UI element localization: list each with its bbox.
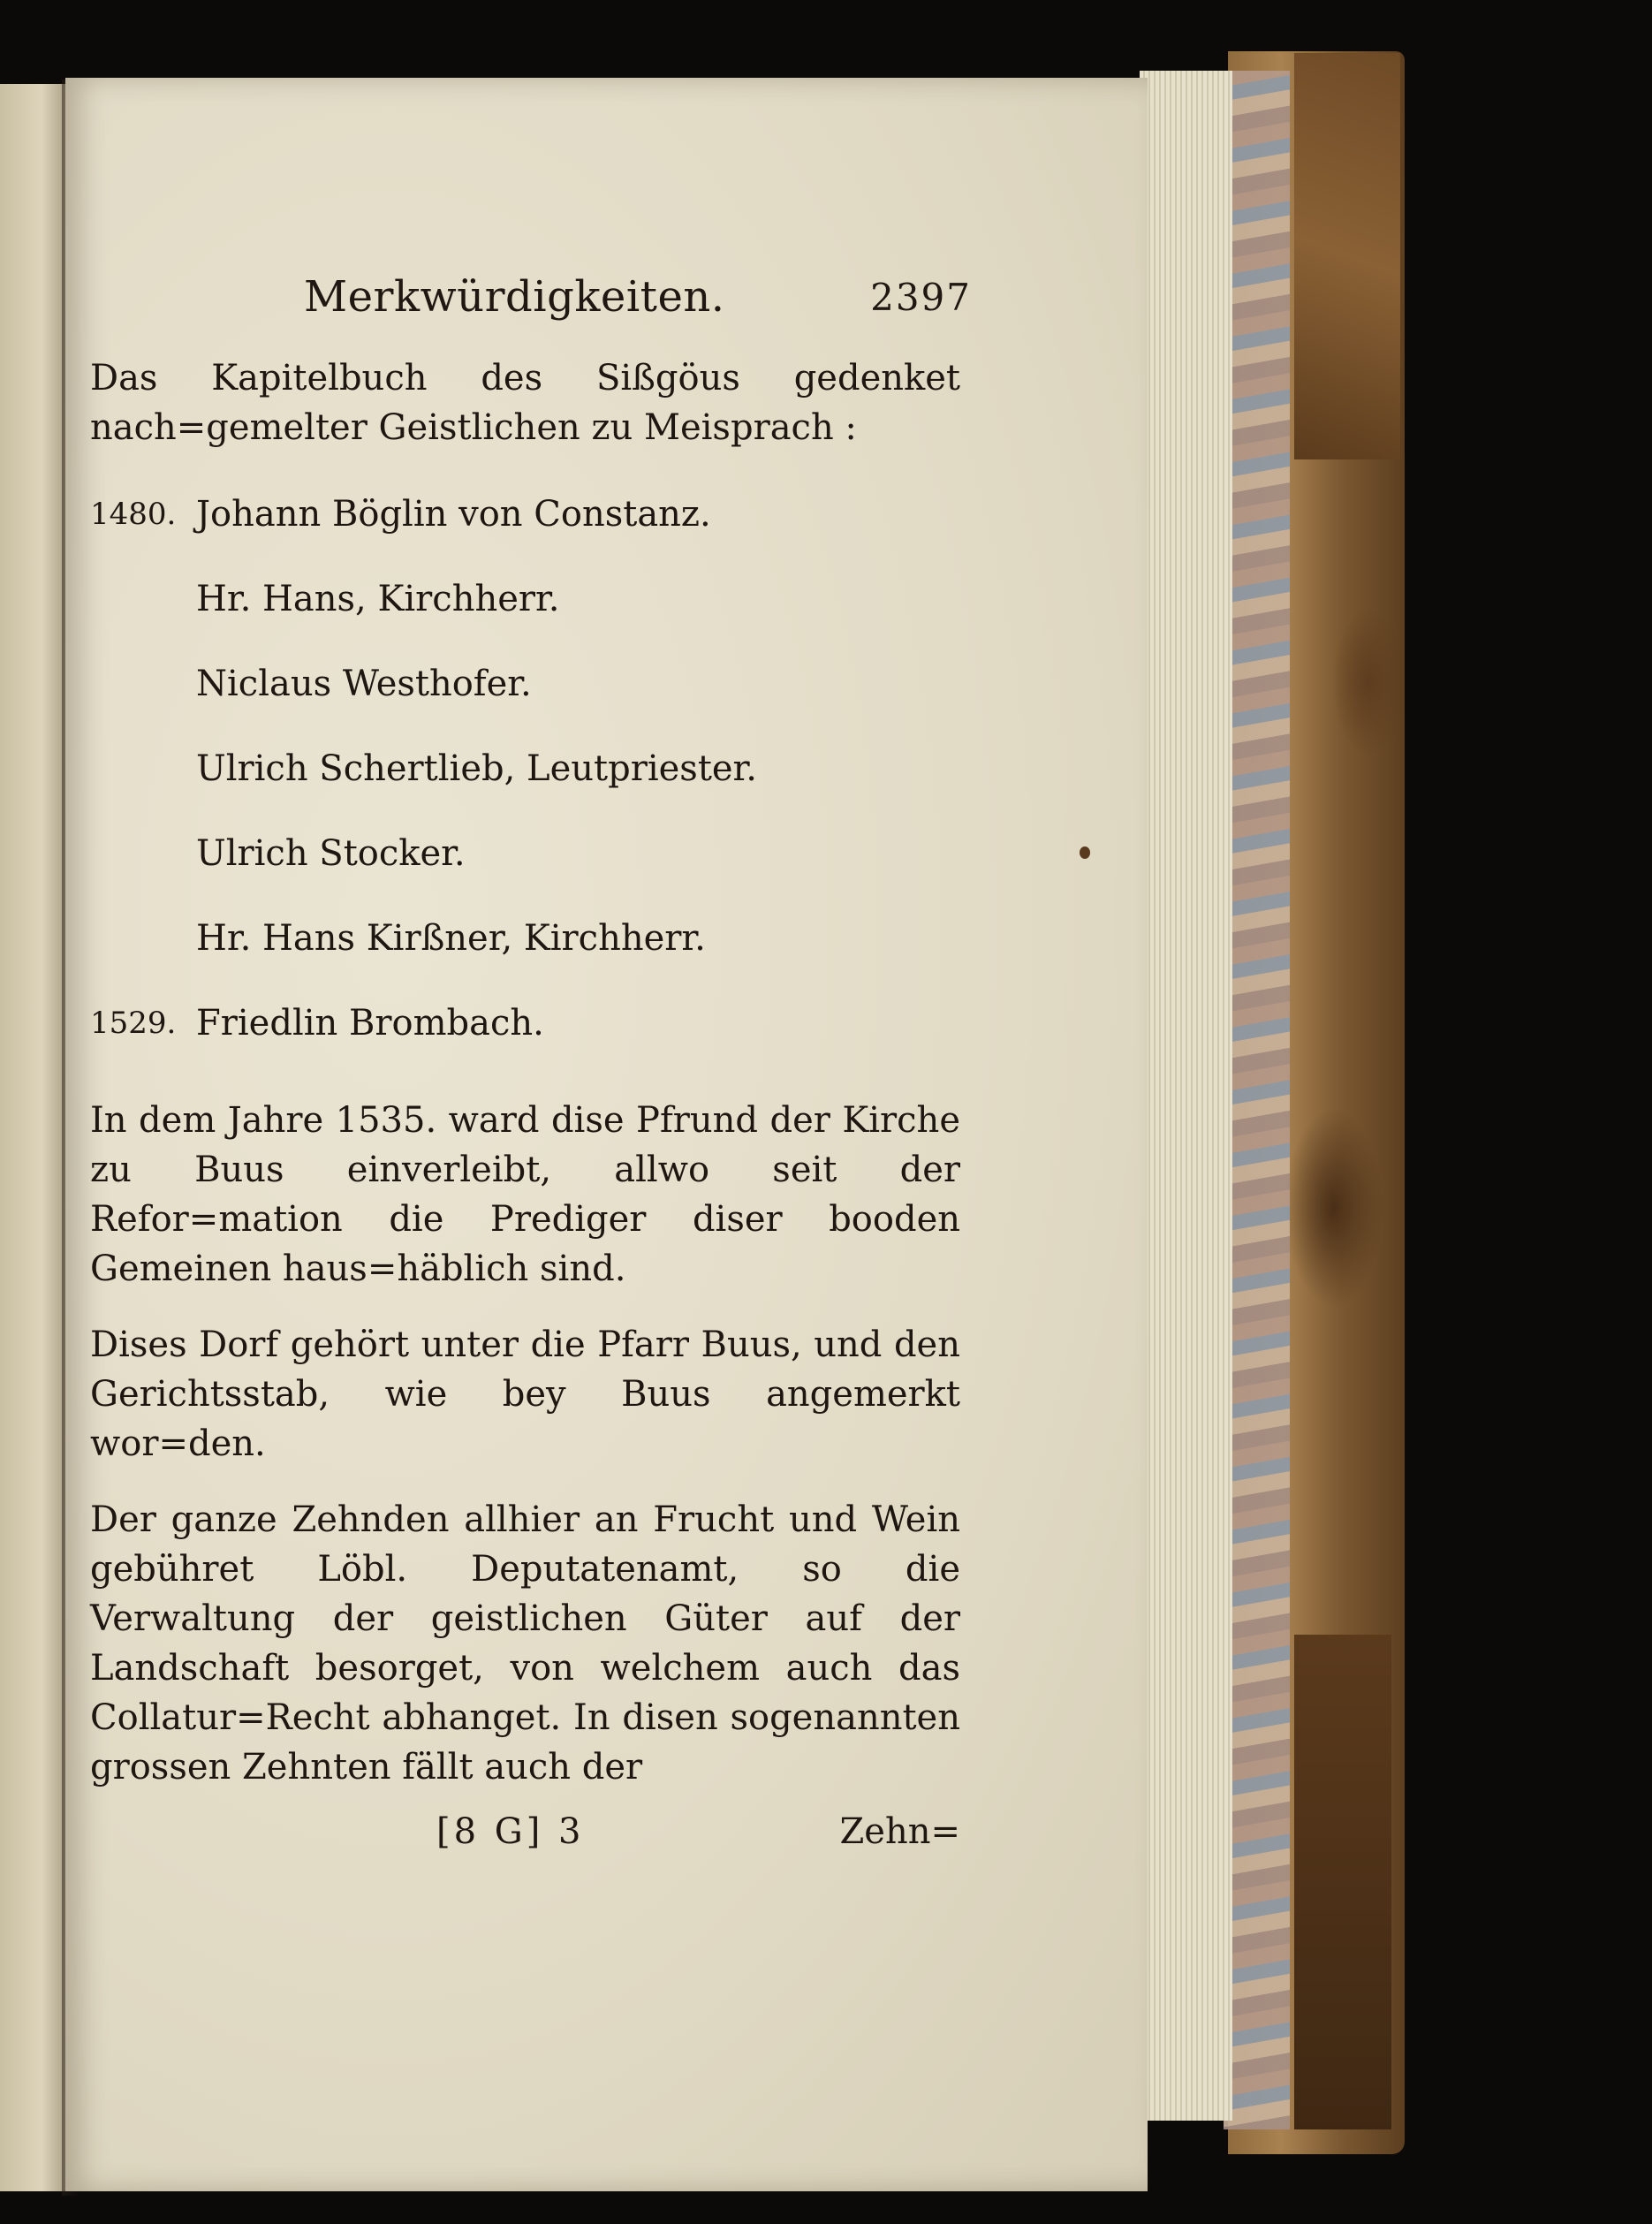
list-item	[90, 981, 960, 1066]
list-item	[90, 896, 960, 981]
entry-name: Hr. Hans, Kirchherr.	[196, 579, 560, 619]
paragraph: Dises Dorf gehört unter die Pfarr Buus, und den Gerichtsstab, wie bey Buus angemerkt wor=den.	[90, 1325, 960, 1464]
page-edges	[1140, 71, 1232, 2121]
catchword: Zehn=	[839, 1811, 960, 1852]
marbled-endpaper	[1224, 71, 1290, 2129]
entry-name: Ulrich Stocker.	[196, 833, 466, 874]
page-body	[90, 353, 960, 1792]
list-item	[90, 557, 960, 641]
list-item	[90, 726, 960, 811]
intro-paragraph: Das Kapitelbuch des Sißgöus gedenket nach=gemelter Geistlichen zu Meisprach :	[90, 358, 960, 448]
entry-name: Ulrich Schertlieb, Leutpriester.	[196, 748, 757, 789]
leather-binding-top	[1294, 53, 1400, 459]
list-item	[90, 811, 960, 896]
ink-stain	[1080, 846, 1090, 859]
paragraph: Der ganze Zehnden allhier an Frucht und Wein gebühret Löbl. Deputatenamt, so die Verwaltung der geistlichen Güter auf der Landschaft besorget, von welchem auch das Collatur=Recht abhanget. In disen sogenannten grossen Zehnten fällt auch der	[90, 1499, 960, 1788]
page-header	[239, 272, 972, 325]
list-item	[90, 472, 960, 557]
facing-page	[0, 84, 69, 2191]
entry-year: 1529.	[90, 1006, 177, 1041]
running-head: Merkwürdigkeiten.	[304, 272, 725, 322]
list-item	[90, 641, 960, 726]
paragraph: In dem Jahre 1535. ward dise Pfrund der Kirche zu Buus einverleibt, allwo seit der Refor=mation die Prediger diser booden Gemeinen haus=häblich sind.	[90, 1100, 960, 1289]
leather-binding-bottom	[1294, 1635, 1391, 2129]
signature-mark: [8 G] 3	[436, 1811, 585, 1852]
entry-name: Niclaus Westhofer.	[196, 664, 532, 704]
page-number: 2397	[870, 276, 972, 319]
entry-name: Friedlin Brombach.	[196, 1003, 544, 1044]
entry-year: 1480.	[90, 497, 177, 532]
entry-name: Johann Böglin von Constanz.	[196, 494, 711, 535]
entry-name: Hr. Hans Kirßner, Kirchherr.	[196, 918, 706, 959]
clergy-list	[90, 472, 960, 1066]
page-footer	[90, 1811, 960, 1864]
